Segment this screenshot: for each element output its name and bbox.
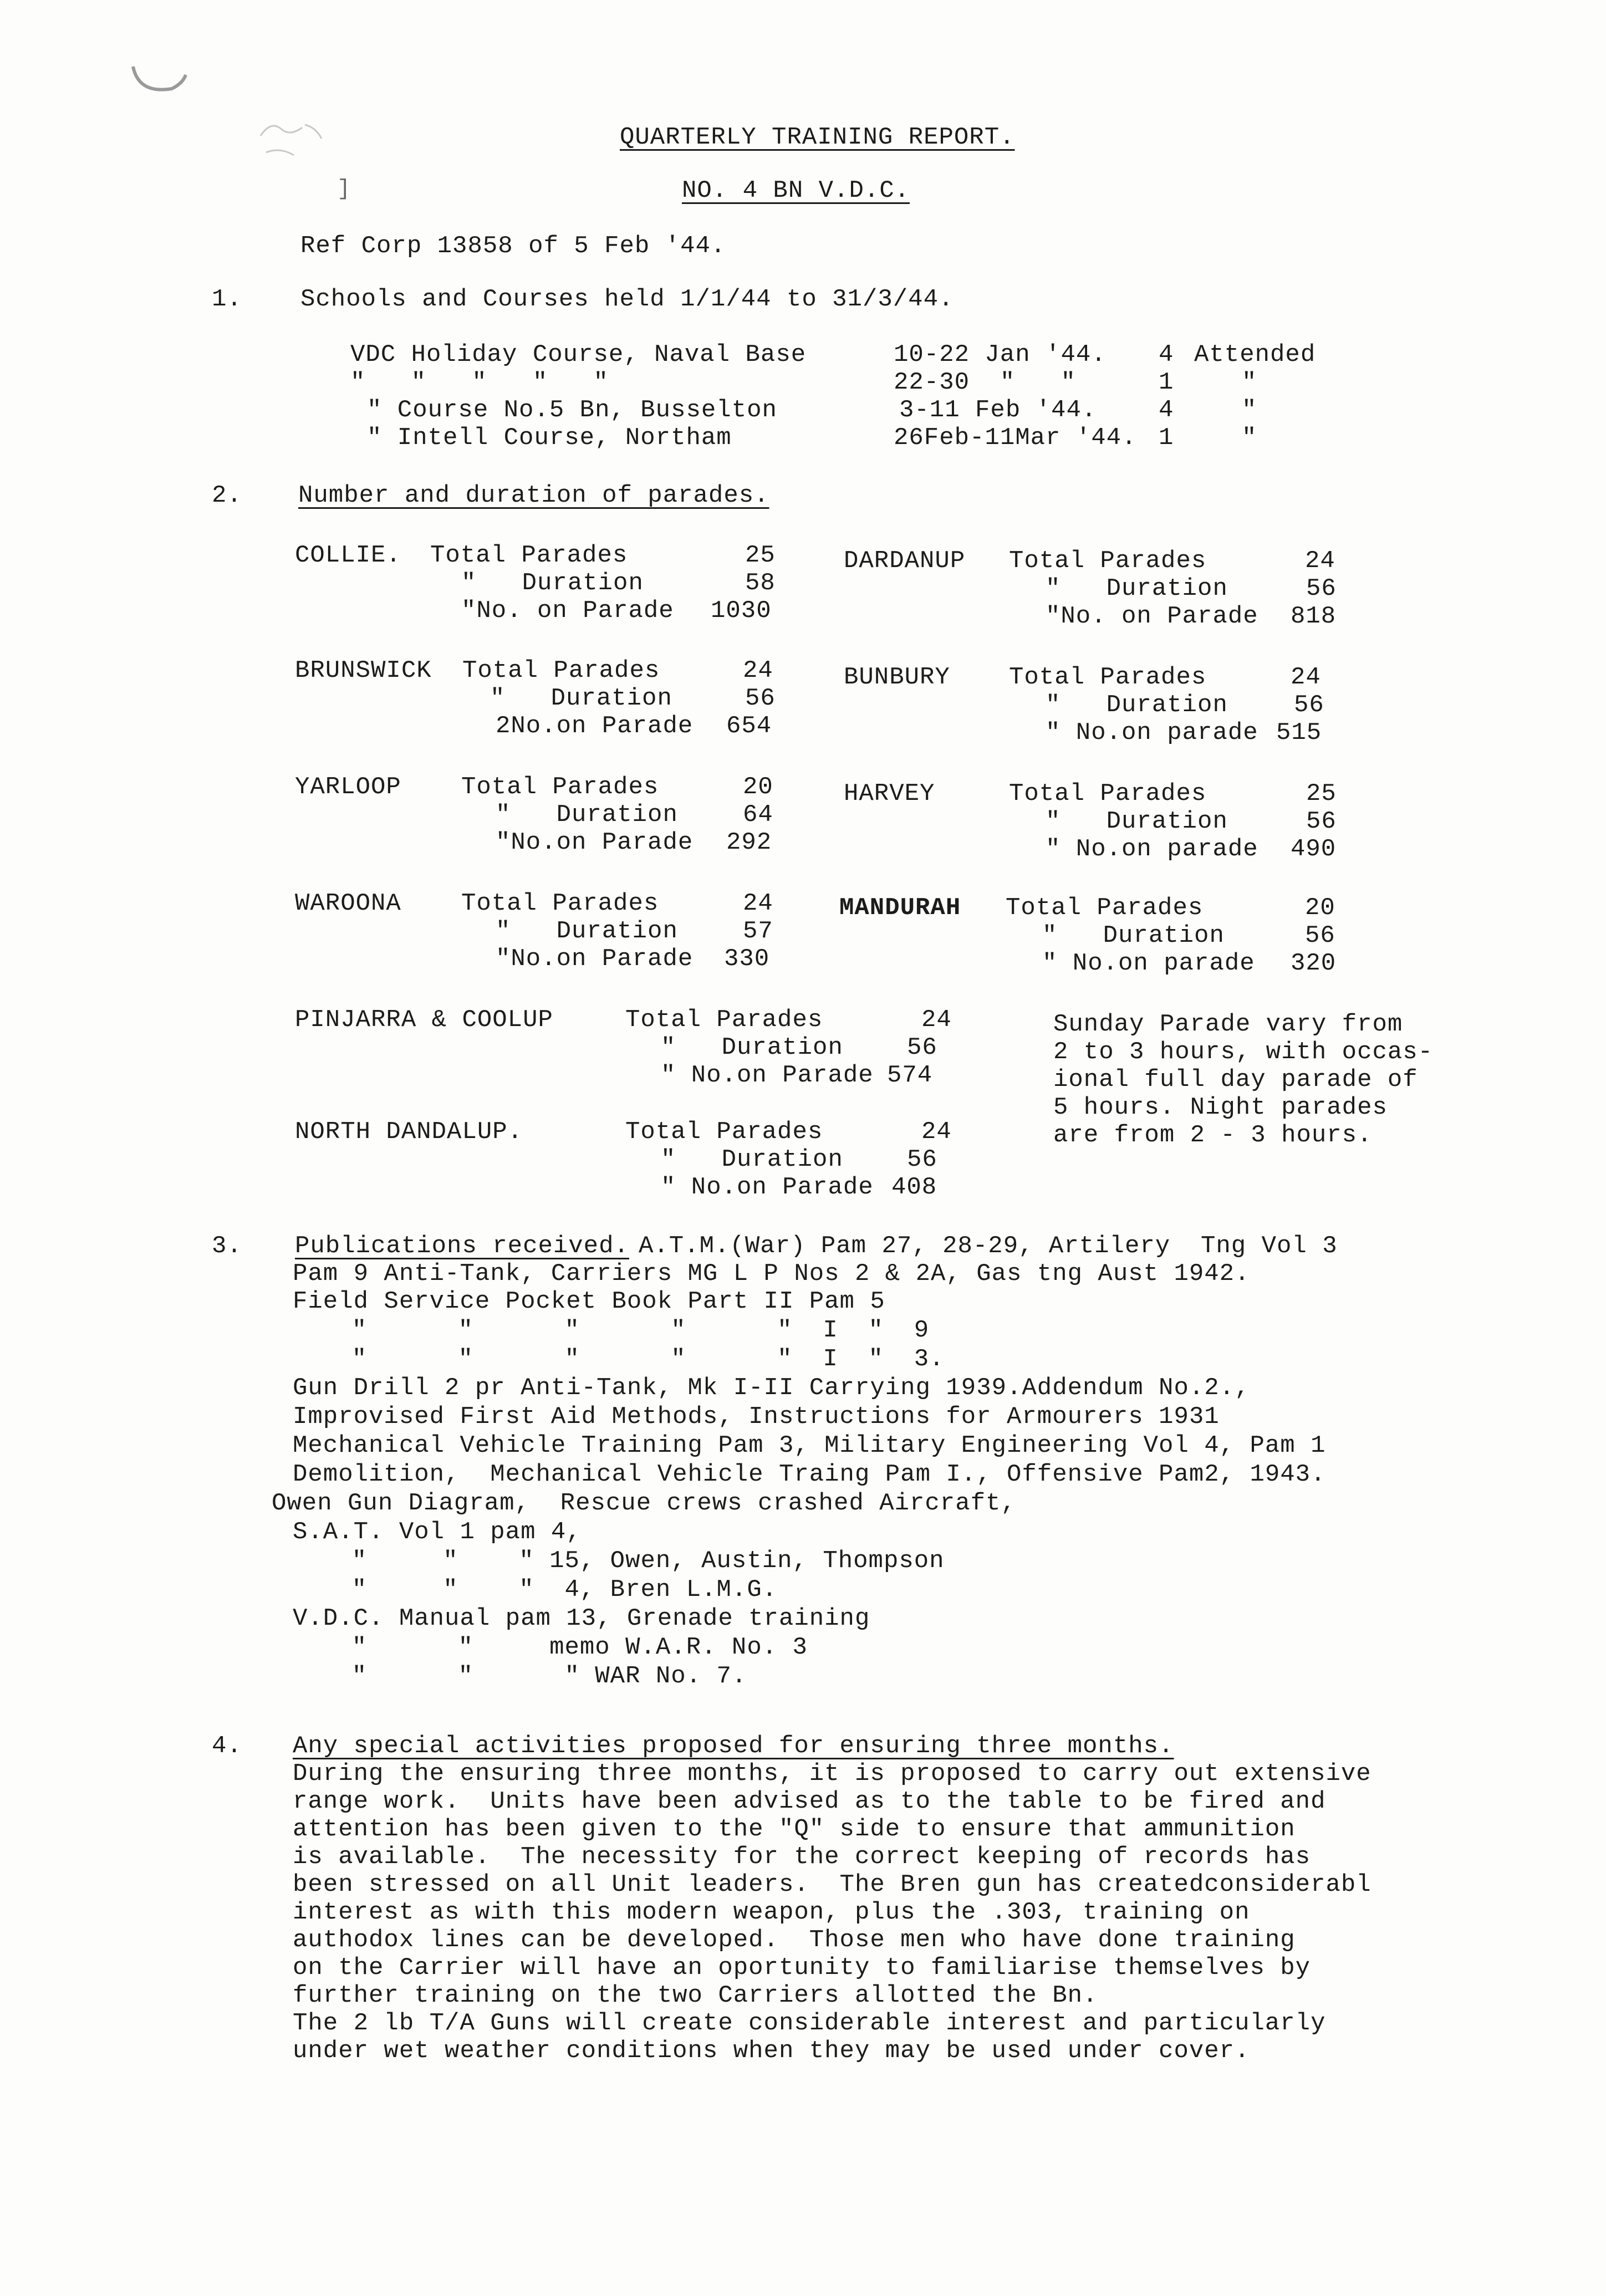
parade-place: COLLIE. bbox=[295, 542, 401, 569]
yarloop-place: YARLOOP bbox=[295, 773, 401, 801]
activities-line: The 2 lb T/A Guns will create considerable interest and particularly bbox=[293, 2009, 1326, 2037]
activities-line: on the Carrier will have an oportunity to familiarise themselves by bbox=[293, 1954, 1311, 1982]
course-row-4-count: 1 bbox=[1159, 424, 1174, 452]
waroona-duration-label: " Duration bbox=[496, 917, 678, 945]
yarloop-duration-label: " Duration bbox=[496, 801, 678, 829]
course-row-1-name: VDC Holiday Course, Naval Base bbox=[350, 341, 807, 369]
activities-line: authodox lines can be developed. Those men who have done training bbox=[293, 1926, 1296, 1954]
report-title: QUARTERLY TRAINING REPORT. bbox=[620, 124, 1015, 151]
course-row-3-label: " bbox=[1242, 396, 1257, 424]
yarloop-total-value: 20 bbox=[743, 773, 773, 801]
course-row-3-dates: 3-11 Feb '44. bbox=[899, 396, 1097, 424]
course-row-4-label: " bbox=[1242, 424, 1257, 452]
brunswick-duration-label: " Duration bbox=[490, 685, 672, 712]
bunbury-strength-value: 515 bbox=[1276, 719, 1322, 747]
parade-note-line: ional full day parade of bbox=[1053, 1066, 1418, 1094]
section-2-heading: Number and duration of parades. bbox=[298, 482, 769, 509]
course-row-4-dates: 26Feb-11Mar '44. bbox=[894, 424, 1137, 452]
brunswick-duration-value: 56 bbox=[745, 685, 776, 712]
publication-line: " " memo W.A.R. No. 3 bbox=[322, 1634, 808, 1661]
activities-line: During the ensuring three months, it is proposed to carry out extensive bbox=[293, 1760, 1372, 1788]
collie-total-label: Total Parades bbox=[430, 542, 628, 569]
publication-line: S.A.T. Vol 1 pam 4, bbox=[293, 1518, 582, 1546]
bunbury-total-label: Total Parades bbox=[1009, 664, 1207, 691]
dardanup-total-label: Total Parades bbox=[1009, 547, 1207, 575]
bunbury-strength-label: " No.on parade bbox=[1046, 719, 1258, 747]
pinjarra-strength-label: " No.on Parade bbox=[661, 1062, 874, 1089]
course-row-3-name: " Course No.5 Bn, Busselton bbox=[367, 396, 777, 424]
waroona-total-label: Total Parades bbox=[461, 890, 659, 917]
dardanup-duration-label: " Duration bbox=[1046, 575, 1228, 603]
publication-line: Demolition, Mechanical Vehicle Traing Pam I., Offensive Pam2, 1943. bbox=[293, 1461, 1326, 1488]
yarloop-total-label: Total Parades bbox=[461, 773, 659, 801]
course-row-4-name: " Intell Course, Northam bbox=[367, 424, 732, 452]
activities-line: under wet weather conditions when they may be used under cover. bbox=[293, 2037, 1250, 2065]
yarloop-duration-value: 64 bbox=[743, 801, 773, 829]
section-4-heading: Any special activities proposed for ensuring three months. bbox=[293, 1732, 1174, 1760]
north-dandalup-duration-value: 56 bbox=[907, 1146, 937, 1173]
mandurah-total-value: 20 bbox=[1305, 894, 1335, 922]
parade-note-line: Sunday Parade vary from bbox=[1053, 1011, 1403, 1038]
publication-line: Owen Gun Diagram, Rescue crews crashed Aircraft, bbox=[272, 1489, 1016, 1517]
yarloop-strength-label: "No.on Parade bbox=[496, 829, 694, 856]
brunswick-strength-value: 654 bbox=[726, 712, 772, 740]
reference-line: Ref Corp 13858 of 5 Feb '44. bbox=[300, 232, 726, 260]
publication-line: " " " " " I " 9 bbox=[322, 1317, 930, 1344]
faint-smudge-mark bbox=[249, 108, 338, 169]
dardanup-duration-value: 56 bbox=[1306, 575, 1337, 603]
pinjarra-duration-label: " Duration bbox=[661, 1034, 843, 1062]
course-row-1-dates: 10-22 Jan '44. bbox=[894, 341, 1107, 369]
parade-note-line: are from 2 - 3 hours. bbox=[1053, 1121, 1373, 1149]
collie-duration-value: 58 bbox=[745, 569, 776, 597]
stray-bracket-mark: ] bbox=[337, 177, 351, 202]
harvey-total-label: Total Parades bbox=[1009, 780, 1207, 808]
bunbury-total-value: 24 bbox=[1291, 664, 1321, 691]
publication-line: " " " WAR No. 7. bbox=[322, 1662, 747, 1690]
activities-line: further training on the two Carriers allotted the Bn. bbox=[293, 1982, 1098, 2009]
activities-line: range work. Units have been advised as to the table to be fired and bbox=[293, 1788, 1326, 1815]
publication-line: Pam 9 Anti-Tank, Carriers MG L P Nos 2 & 2A, Gas tng Aust 1942. bbox=[293, 1260, 1250, 1288]
north-dandalup-total-label: Total Parades bbox=[625, 1118, 823, 1146]
dardanup-strength-value: 818 bbox=[1291, 603, 1337, 630]
course-row-2-count: 1 bbox=[1159, 369, 1174, 396]
pinjarra-total-label: Total Parades bbox=[625, 1006, 823, 1034]
north-dandalup-strength-label: " No.on Parade bbox=[661, 1173, 874, 1201]
parade-block-collie bbox=[295, 541, 401, 570]
mandurah-place: MANDURAH bbox=[839, 894, 961, 922]
dardanup-total-value: 24 bbox=[1305, 547, 1335, 575]
brunswick-place: BRUNSWICK bbox=[295, 657, 432, 685]
parade-note-line: 2 to 3 hours, with occas- bbox=[1053, 1038, 1434, 1066]
harvey-strength-value: 490 bbox=[1291, 835, 1337, 863]
harvey-duration-label: " Duration bbox=[1046, 808, 1228, 835]
publication-line: " " " 4, Bren L.M.G. bbox=[322, 1576, 778, 1604]
course-row-2-name: " " " " " bbox=[350, 369, 609, 396]
yarloop-strength-value: 292 bbox=[726, 829, 772, 856]
mandurah-total-label: Total Parades bbox=[1006, 894, 1204, 922]
waroona-place: WAROONA bbox=[295, 890, 401, 917]
unit-designation: NO. 4 BN V.D.C. bbox=[682, 177, 910, 205]
activities-line: been stressed on all Unit leaders. The Bren gun has createdconsiderabl bbox=[293, 1871, 1372, 1899]
harvey-total-value: 25 bbox=[1306, 780, 1337, 808]
course-row-2-label: " bbox=[1242, 369, 1257, 396]
brunswick-strength-label: 2No.on Parade bbox=[496, 712, 694, 740]
activities-line: interest as with this modern weapon, plus the .303, training on bbox=[293, 1899, 1250, 1926]
course-row-3-count: 4 bbox=[1159, 396, 1174, 424]
bunbury-duration-value: 56 bbox=[1294, 691, 1324, 719]
course-row-2-dates: 22-30 " " bbox=[894, 369, 1076, 396]
north-dandalup-place: NORTH DANDALUP. bbox=[295, 1118, 523, 1146]
pinjarra-place: PINJARRA & COOLUP bbox=[295, 1006, 553, 1034]
section-2-number: 2. bbox=[212, 482, 242, 509]
course-row-1-label: Attended bbox=[1194, 341, 1316, 369]
pinjarra-total-value: 24 bbox=[921, 1006, 952, 1034]
pinjarra-strength-value: 574 bbox=[887, 1062, 933, 1089]
collie-strength-value: 1030 bbox=[711, 597, 772, 625]
waroona-strength-value: 330 bbox=[724, 945, 770, 973]
section-3-heading: Publications received. bbox=[295, 1232, 629, 1260]
waroona-duration-value: 57 bbox=[743, 917, 773, 945]
activities-line: attention has been given to the "Q" side to ensure that ammunition bbox=[293, 1815, 1296, 1843]
dardanup-place: DARDANUP bbox=[844, 547, 966, 575]
publication-line: Mechanical Vehicle Training Pam 3, Military Engineering Vol 4, Pam 1 bbox=[293, 1432, 1326, 1460]
publication-line: Field Service Pocket Book Part II Pam 5 bbox=[293, 1288, 885, 1315]
brunswick-total-value: 24 bbox=[743, 657, 773, 685]
collie-strength-label: "No. on Parade bbox=[461, 597, 674, 625]
parade-note-line: 5 hours. Night parades bbox=[1053, 1094, 1388, 1121]
punch-hole-mark bbox=[122, 50, 188, 100]
brunswick-total-label: Total Parades bbox=[462, 657, 660, 685]
mandurah-strength-value: 320 bbox=[1291, 950, 1337, 977]
publication-line: Improvised First Aid Methods, Instructions for Armourers 1931 bbox=[293, 1403, 1220, 1431]
mandurah-duration-label: " Duration bbox=[1042, 922, 1225, 950]
dardanup-strength-label: "No. on Parade bbox=[1046, 603, 1258, 630]
publication-line: " " " 15, Owen, Austin, Thompson bbox=[322, 1547, 945, 1575]
section-1-number: 1. bbox=[212, 285, 242, 313]
section-3-number: 3. bbox=[212, 1232, 242, 1260]
publication-line: " " " " " I " 3. bbox=[322, 1345, 945, 1373]
publication-line: A.T.M.(War) Pam 27, 28-29, Artilery Tng Vol 3 bbox=[639, 1232, 1338, 1260]
waroona-strength-label: "No.on Parade bbox=[496, 945, 694, 973]
collie-duration-label: " Duration bbox=[461, 569, 644, 597]
collie-total-value: 25 bbox=[745, 542, 776, 569]
bunbury-duration-label: " Duration bbox=[1046, 691, 1228, 719]
north-dandalup-strength-value: 408 bbox=[891, 1173, 937, 1201]
activities-line: is available. The necessity for the correct keeping of records has bbox=[293, 1843, 1311, 1871]
harvey-place: HARVEY bbox=[844, 780, 935, 808]
publication-line: V.D.C. Manual pam 13, Grenade training bbox=[293, 1605, 870, 1632]
north-dandalup-total-value: 24 bbox=[921, 1118, 952, 1146]
harvey-duration-value: 56 bbox=[1306, 808, 1337, 835]
section-1-heading: Schools and Courses held 1/1/44 to 31/3/44. bbox=[300, 285, 954, 313]
mandurah-strength-label: " No.on parade bbox=[1042, 950, 1255, 977]
publication-line: Gun Drill 2 pr Anti-Tank, Mk I-II Carrying 1939.Addendum No.2., bbox=[293, 1374, 1250, 1402]
pinjarra-duration-value: 56 bbox=[907, 1034, 937, 1062]
waroona-total-value: 24 bbox=[743, 890, 773, 917]
section-4-number: 4. bbox=[212, 1732, 242, 1760]
course-row-1-count: 4 bbox=[1159, 341, 1174, 369]
north-dandalup-duration-label: " Duration bbox=[661, 1146, 843, 1173]
harvey-strength-label: " No.on parade bbox=[1046, 835, 1258, 863]
bunbury-place: BUNBURY bbox=[844, 664, 950, 691]
mandurah-duration-value: 56 bbox=[1305, 922, 1335, 950]
